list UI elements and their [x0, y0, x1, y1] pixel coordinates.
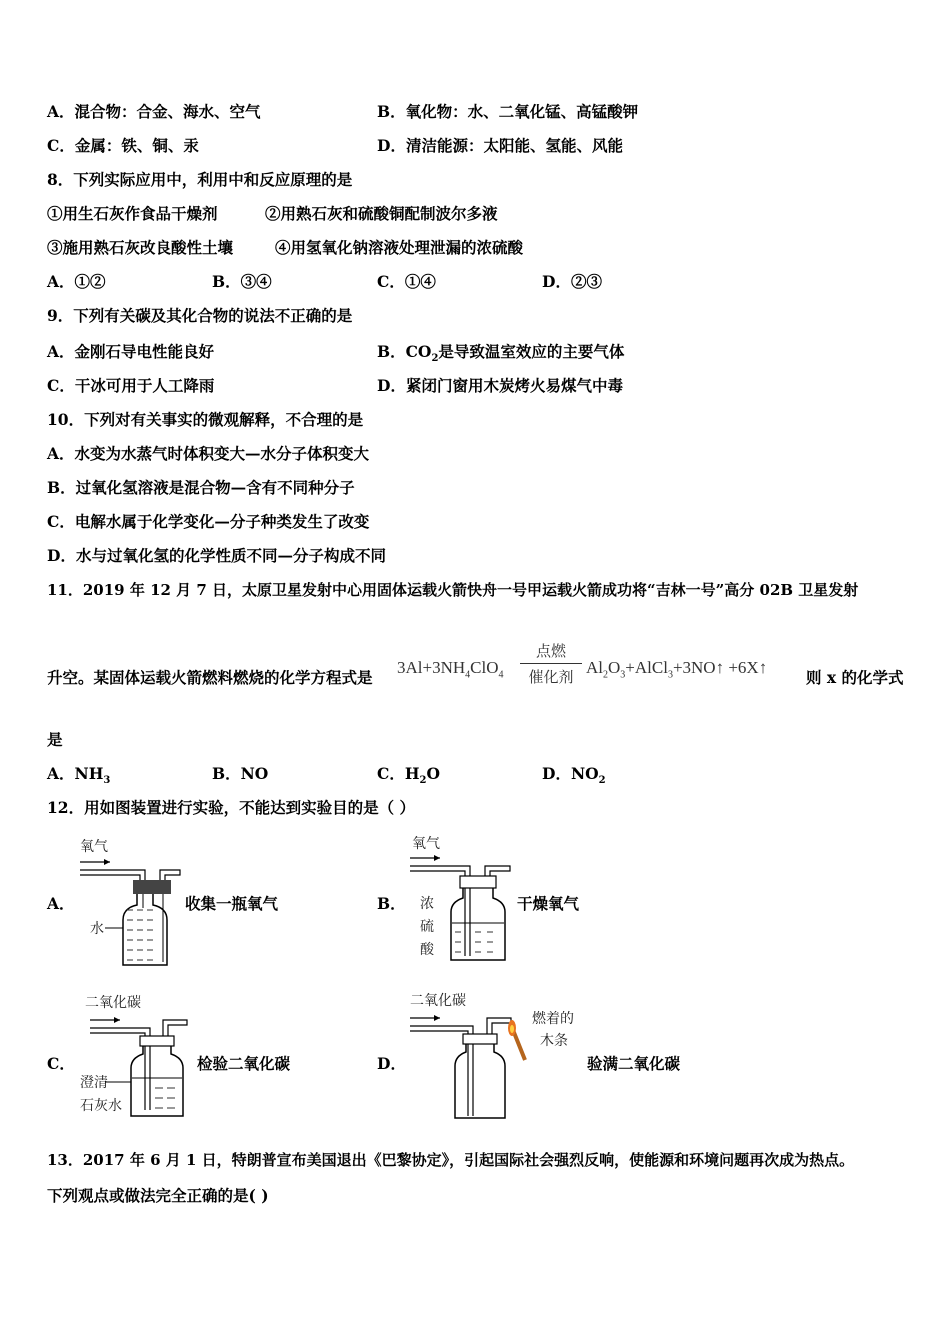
q12-option-d-letter: D． — [377, 1054, 406, 1073]
q10-option-a: A．水变为水蒸气时体积变大—水分子体积变大 — [47, 444, 370, 463]
q9-stem: 9．下列有关碳及其化合物的说法不正确的是 — [47, 306, 353, 325]
q12-apparatus-d — [405, 1008, 535, 1122]
q12-d-gas-label: 二氧化碳 — [410, 993, 466, 1009]
stopper — [460, 876, 496, 888]
q12-option-b-text: 干燥氧气 — [517, 894, 580, 913]
q10-stem: 10．下列对有关事实的微观解释，不合理的是 — [47, 410, 364, 429]
q8-option-d: D．②③ — [542, 272, 602, 291]
q12-d-stick-label-2: 木条 — [540, 1033, 568, 1049]
q8-item-1: ①用生石灰作食品干燥剂 — [47, 204, 218, 223]
q12-c-gas-label: 二氧化碳 — [85, 995, 141, 1011]
q11-option-d: D．$NO_2$ — [542, 764, 606, 787]
q12-option-a-text: 收集一瓶氧气 — [185, 894, 279, 913]
q7-option-d: D．清洁能源：太阳能、氢能、风能 — [377, 136, 623, 155]
arrow-head — [434, 855, 440, 861]
q8-item-3: ③施用熟石灰改良酸性土壤 — [47, 238, 234, 257]
q12-d-stick-label-1: 燃着的 — [532, 1011, 574, 1027]
q8-item-2: ②用熟石灰和硫酸铜配制波尔多液 — [265, 204, 498, 223]
q12-b-liquid-label-2: 硫 — [420, 919, 434, 935]
q12-option-b-letter: B． — [377, 894, 406, 913]
limewater-fill — [155, 1088, 175, 1108]
q10-option-d: D．水与过氧化氢的化学性质不同—分子构成不同 — [47, 546, 386, 565]
stopper — [133, 880, 171, 894]
q11-condition-top: 点燃 — [535, 642, 566, 660]
q8-item-4: ④用氢氧化钠溶液处理泄漏的浓硫酸 — [275, 238, 524, 257]
q12-option-d-text: 验满二氧化碳 — [587, 1054, 681, 1073]
q13-stem-line2: 下列观点或做法完全正确的是( ) — [47, 1186, 269, 1205]
q11-option-c: C．$H_2O$ — [377, 764, 440, 787]
arrow-head — [114, 1017, 120, 1023]
acid-fill — [455, 932, 493, 952]
q11-equation-reactants: $3Al+3NH_4ClO_4$ — [397, 658, 504, 681]
q8-option-b: B．③④ — [212, 272, 272, 291]
q12-stem: 12．用如图装置进行实验，不能达到实验目的是（ ） — [47, 798, 415, 817]
q9-option-b: B．$CO_2$是导致温室效应的主要气体 — [377, 342, 625, 365]
q11-stem-line1: 11．2019 年 12 月 7 日，太原卫星发射中心用固体运载火箭快舟一号甲运载火箭成功将“吉林一号”高分 02B 卫星发射 — [47, 581, 859, 599]
q11-option-a: A．$NH_3$ — [47, 764, 111, 787]
q10-option-b: B．过氧化氢溶液是混合物—含有不同种分子 — [47, 478, 355, 497]
q11-stem-line3: 是 — [47, 730, 63, 749]
arrow-head — [104, 859, 110, 865]
bottle — [131, 1046, 183, 1116]
q12-apparatus-b — [405, 848, 515, 966]
q7-option-b: B．氧化物：水、二氧化锰、高锰酸钾 — [377, 102, 639, 121]
q10-option-c: C．电解水属于化学变化—分子种类发生了改变 — [47, 512, 370, 531]
q11-equation-products: $Al_2O_3+AlCl_3+3NO↑$ +6X↑ — [586, 658, 768, 681]
stopper — [140, 1036, 174, 1046]
arrow-head — [434, 1015, 440, 1021]
q7-option-c: C．金属：铁、铜、汞 — [47, 136, 199, 155]
stopper — [463, 1034, 497, 1044]
q12-a-gas-label: 氧气 — [80, 839, 108, 855]
q11-option-b: B．NO — [212, 764, 269, 783]
q7-option-a: A．混合物：合金、海水、空气 — [47, 102, 261, 121]
q12-option-c-letter: C． — [47, 1054, 75, 1073]
bottle — [455, 1044, 505, 1118]
q12-b-liquid-label-1: 浓 — [420, 896, 434, 912]
q12-apparatus-a — [75, 850, 185, 970]
q11-stem-line2-pre: 升空。某固体运载火箭燃料燃烧的化学方程式是 — [47, 668, 373, 687]
q12-a-liquid-label: 水 — [90, 921, 104, 937]
q13-stem-line1: 13．2017 年 6 月 1 日，特朗普宣布美国退出《巴黎协定》，引起国际社会强烈反响，使能源和环境问题再次成为热点。 — [47, 1151, 855, 1169]
q8-option-a: A．①② — [47, 272, 106, 291]
water-fill — [127, 910, 153, 960]
q12-c-liquid-label-2: 石灰水 — [80, 1098, 122, 1114]
q11-condition-bar — [520, 663, 582, 664]
q9-option-a: A．金刚石导电性能良好 — [47, 342, 215, 361]
q12-b-liquid-label-3: 酸 — [420, 942, 434, 958]
q9-option-d: D．紧闭门窗用木炭烤火易煤气中毒 — [377, 376, 623, 395]
q9-option-c: C．干冰可用于人工降雨 — [47, 376, 215, 395]
q11-condition-bottom: 催化剂 — [528, 668, 574, 686]
q8-stem: 8．下列实际应用中，利用中和反应原理的是 — [47, 170, 353, 189]
q11-reaction-condition — [520, 640, 582, 687]
q12-apparatus-c — [85, 1010, 195, 1122]
burning-stick-icon — [508, 1020, 525, 1060]
q12-option-c-text: 检验二氧化碳 — [197, 1054, 291, 1073]
q12-c-liquid-label-1: 澄清 — [80, 1075, 108, 1091]
q12-b-gas-label: 氧气 — [412, 836, 440, 852]
q8-option-c: C．①④ — [377, 272, 436, 291]
q12-option-a-letter: A． — [47, 894, 75, 913]
bottle — [451, 888, 505, 960]
q11-stem-line2-post: 则 x 的化学式 — [806, 668, 904, 687]
